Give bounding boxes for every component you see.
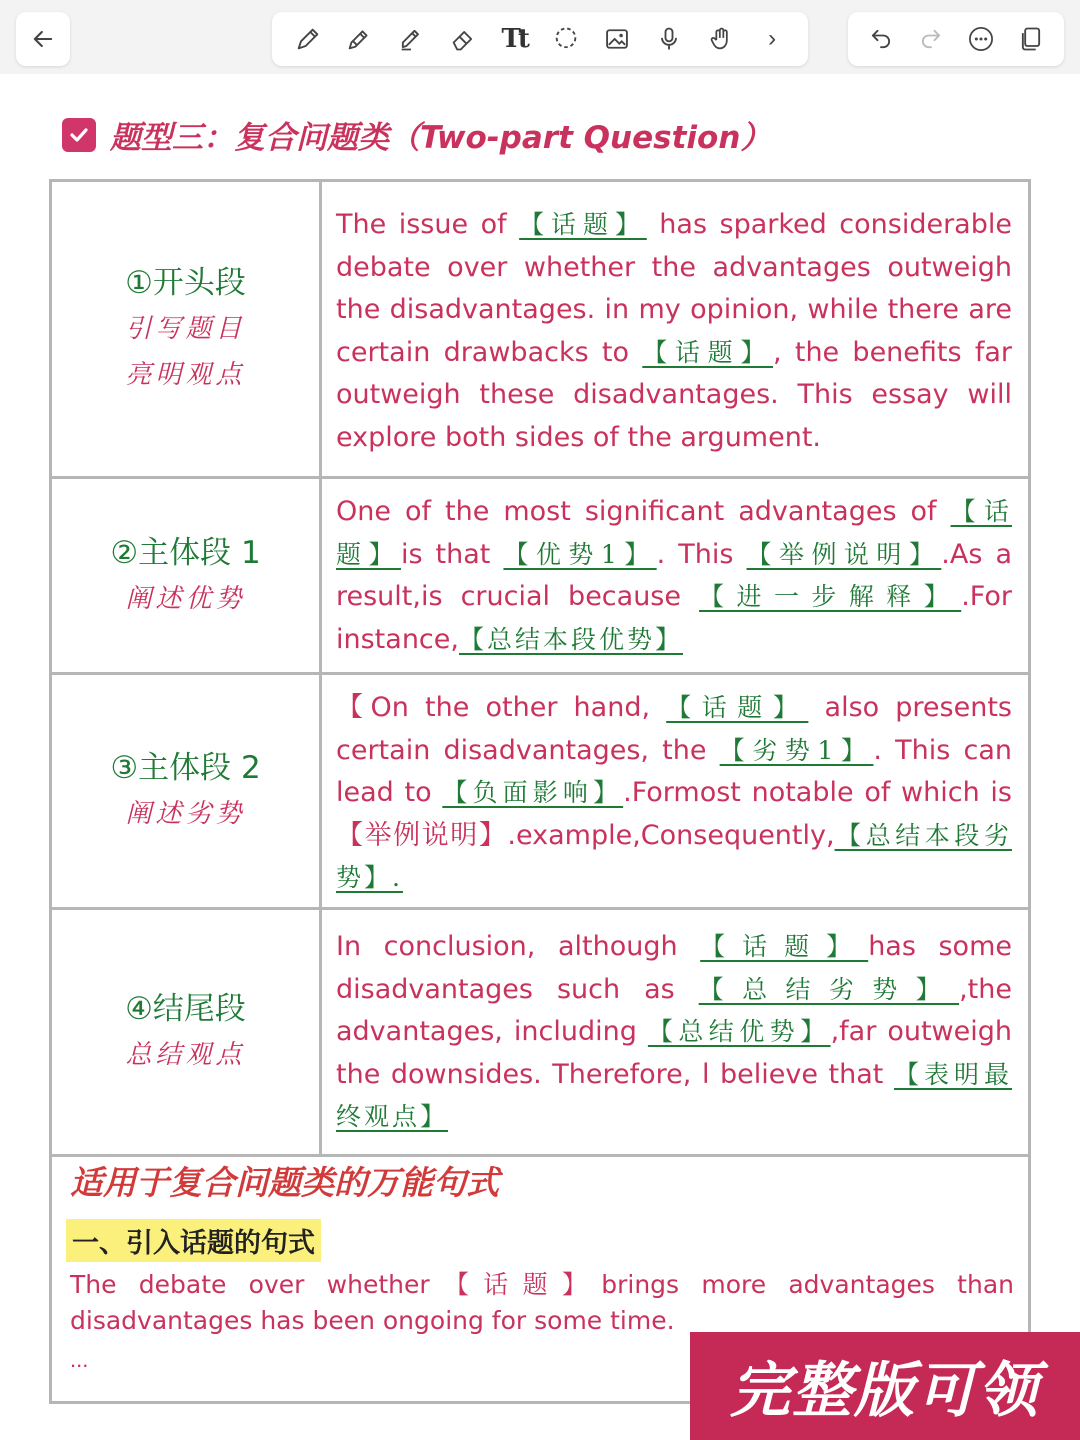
section-title: ④结尾段 [125,991,246,1027]
template-text: The issue of [336,209,520,240]
section-heading [62,112,771,157]
ellipsis: ... [70,1347,89,1372]
template-text: has sparked considerable debate over whether the advantages outweigh the disadvantages. in my opinion, while there are certain drawbacks to [336,209,1012,368]
row-content-cell [322,675,1028,907]
chevron-right-icon[interactable]: › [768,25,777,52]
template-text: .For instance, [336,581,1012,655]
template-text: has some disadvantages such as [336,931,1012,1005]
placeholder-blank: 【话题】 [666,693,809,722]
template-text: . This can lead to [336,734,1012,808]
pages-icon[interactable] [1013,21,1049,57]
template-text: One of the most significant advantages of [336,496,951,527]
template-text: ,far outweigh the downsides. Therefore, l believe that [336,1016,1012,1090]
row-label-cell [52,675,322,907]
placeholder-blank: 【总结劣势】 [698,974,960,1004]
patterns-subheading: 一、引入话题的句式 [66,1219,321,1262]
section-title: ①开头段 [125,265,246,301]
section-note: 总结观点 [125,1040,246,1070]
template-text: also presents certain disadvantages, the [336,692,1012,766]
placeholder-blank: 【话题】 [519,210,647,239]
patterns-title: 适用于复合问题类的万能句式 [70,1163,499,1202]
row-label-cell [52,910,322,1154]
placeholder-blank: 【话题】 [700,932,869,961]
paragraph-template [336,204,1012,459]
row-content-cell [322,910,1028,1154]
image-icon[interactable] [599,21,635,57]
row-content-cell [322,182,1028,476]
placeholder-blank: 【总结优势】 [647,1017,831,1046]
template-text: ,the advantages, including [336,973,1012,1047]
paragraph-template [336,926,1012,1139]
table-row [52,675,1028,910]
placeholder-blank: 【举例说明】 [746,539,942,569]
template-text: 【On the other hand, [336,692,667,723]
template-text: .Formost notable of which is 【举例说明】.example,Consequently, [336,777,1012,851]
text-icon[interactable] [496,21,532,57]
section-note: 引写题目 [125,314,246,344]
back-button[interactable] [16,12,70,66]
template-text: , the benefits far outweigh these disadvantages. This essay will explore both sides of the argument. [336,336,1012,453]
promo-banner[interactable] [690,1332,1080,1440]
row-content-cell [322,479,1028,672]
row-label-cell [52,182,322,476]
pen-icon[interactable] [290,21,326,57]
arrow-left-icon[interactable] [25,21,61,57]
tool-palette [272,12,808,66]
placeholder-blank: 【进一步解释】 [699,582,962,611]
page-title: 题型三：复合问题类（Two-part Question） [110,120,772,156]
pattern-example: The debate over whether【话题】brings more advantages than disadvantages has been ongoing for some time. [70,1270,1014,1335]
action-group [848,12,1064,66]
section-note: 阐述劣势 [125,799,246,829]
undo-icon[interactable] [863,21,899,57]
paragraph-template [336,687,1012,900]
placeholder-blank: 【优势1】 [503,539,657,569]
table-row [52,479,1028,675]
template-text: In conclusion, although [336,931,701,962]
table-row [52,182,1028,479]
placeholder-blank: 【表明最终观点】 [336,1059,1012,1131]
template-table [49,179,1031,1404]
placeholder-blank: 【话题】 [642,337,774,367]
section-note: 阐述优势 [125,583,246,614]
microphone-icon[interactable] [651,21,687,57]
table-row [52,910,1028,1157]
hand-icon[interactable] [703,21,739,57]
text-tool-label: Tt [501,24,527,54]
promo-label: 完整版可领 [730,1356,1040,1426]
section-title: ③主体段 2 [110,750,261,786]
top-toolbar [0,0,1080,74]
redo-icon[interactable] [913,21,949,57]
section-note: 亮明观点 [125,360,246,390]
template-text: .As a result,is crucial because [336,538,1013,612]
template-text: . This [656,538,747,570]
row-label-cell [52,479,322,672]
section-title: ②主体段 1 [110,534,261,571]
placeholder-blank: 【总结本段劣势】. [336,820,1012,892]
eraser-icon[interactable] [445,21,481,57]
placeholder-blank: 【话题】 [336,497,1012,569]
pencil-icon[interactable] [341,21,377,57]
placeholder-blank: 【总结本段优势】 [458,624,683,654]
paragraph-template [336,491,1012,661]
checkbox-checked-icon[interactable] [62,118,96,152]
lasso-icon[interactable] [548,21,584,57]
template-text: is that [400,538,504,570]
placeholder-blank: 【负面影响】 [442,778,624,807]
more-icon[interactable] [963,21,999,57]
placeholder-blank: 【劣势1】 [719,735,874,765]
highlighter-icon[interactable] [393,21,429,57]
